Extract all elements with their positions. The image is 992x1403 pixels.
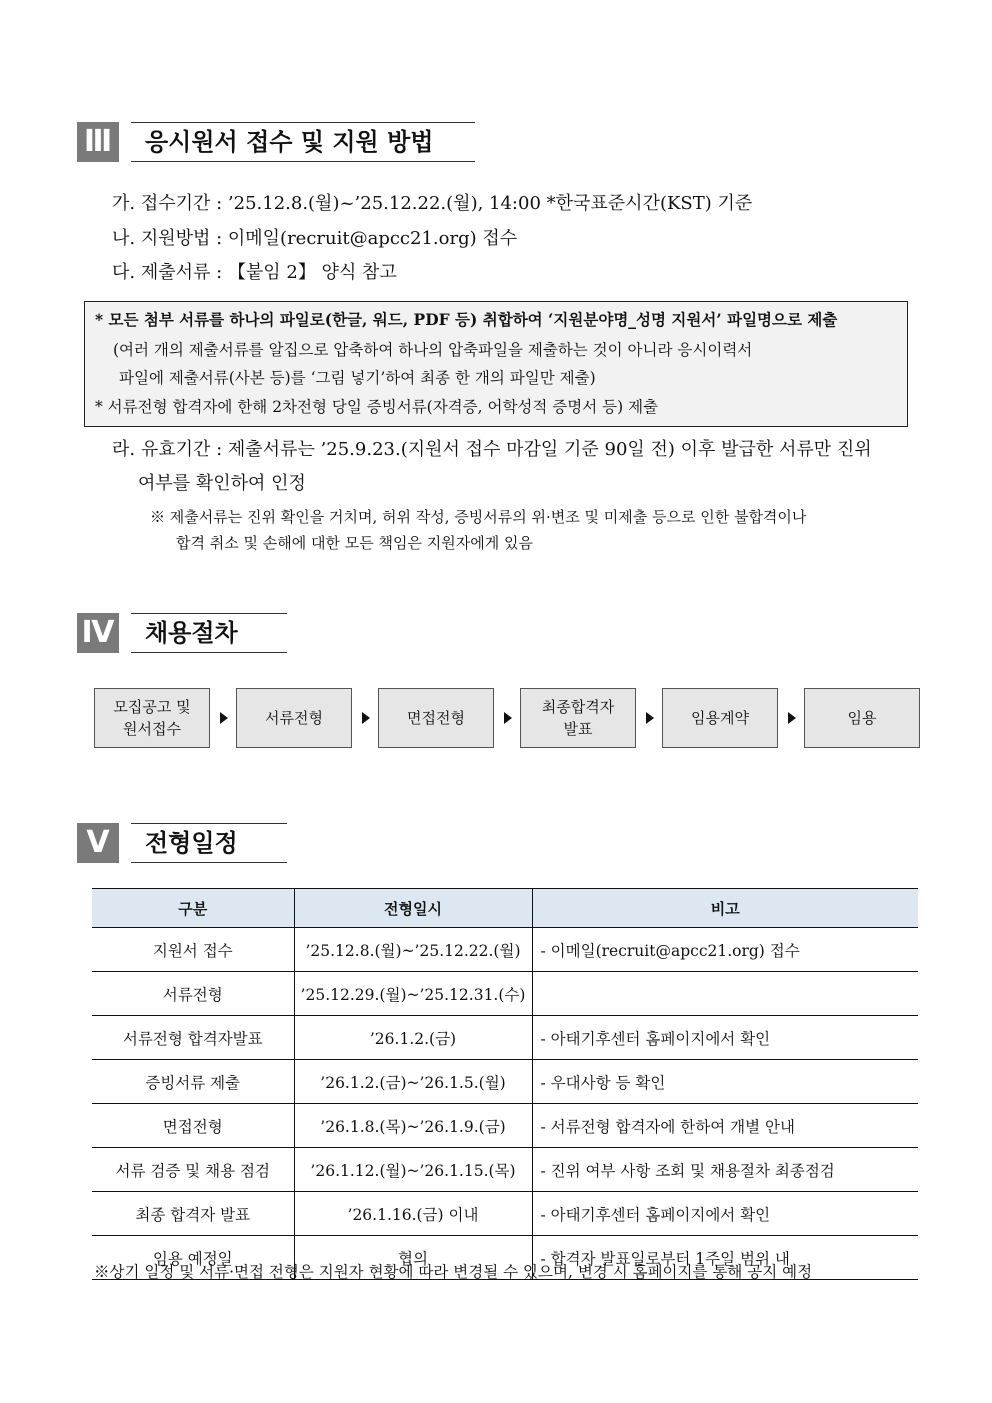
- col-header-remarks: 비고: [532, 889, 918, 928]
- cell-category: 임용 예정일: [92, 1236, 294, 1280]
- item-documents: 다. 제출서류 : 【붙임 2】 양식 참고: [112, 262, 397, 283]
- flow-step: 모집공고 및 원서접수: [94, 688, 210, 748]
- flow-step: 임용: [804, 688, 920, 748]
- table-header-row: [92, 889, 918, 928]
- cell-date: ’26.1.16.(금) 이내: [294, 1192, 532, 1236]
- section-number: Ⅲ: [77, 122, 119, 162]
- section-number: Ⅳ: [77, 613, 119, 653]
- col-header-date: 전형일시: [294, 889, 532, 928]
- arrow-right-icon: [646, 712, 654, 724]
- table-row: [92, 972, 918, 1016]
- item-application-method: 나. 지원방법 : 이메일(recruit@apcc21.org) 접수: [112, 228, 518, 249]
- flow-step: 임용계약: [662, 688, 778, 748]
- warning-note-cont: 합격 취소 및 손해에 대한 모든 책임은 지원자에게 있음: [176, 534, 533, 552]
- section-3-header: [77, 122, 477, 164]
- cell-category: 최종 합격자 발표: [92, 1192, 294, 1236]
- item-application-period: 가. 접수기간 : ’25.12.8.(월)~’25.12.22.(월), 14:00 *한국표준시간(KST) 기준: [112, 193, 753, 214]
- cell-category: 서류전형 합격자발표: [92, 1016, 294, 1060]
- section-title: 전형일정: [131, 823, 287, 863]
- section-5-header: [77, 823, 297, 865]
- cell-remarks: [532, 972, 918, 1016]
- notice-line: * 모든 첨부 서류를 하나의 파일로(한글, 워드, PDF 등) 취합하여 ‘지원분야명_성명 지원서’ 파일명으로 제출: [95, 310, 838, 329]
- warning-note: ※ 제출서류는 진위 확인을 거치며, 허위 작성, 증빙서류의 위·변조 및 미제출 등으로 인한 불합격이나: [150, 508, 807, 526]
- cell-remarks: - 서류전형 합격자에 한하여 개별 안내: [532, 1104, 918, 1148]
- cell-remarks: - 이메일(recruit@apcc21.org) 접수: [532, 928, 918, 972]
- item-validity-period-cont: 여부를 확인하여 인정: [138, 473, 306, 494]
- cell-remarks: - 합격자 발표일로부터 1주일 범위 내: [532, 1236, 918, 1280]
- table-row: [92, 1060, 918, 1104]
- notice-line: (여러 개의 제출서류를 알집으로 압축하여 하나의 압축파일을 제출하는 것이 아니라 응시이력서: [113, 341, 753, 359]
- section-title: 채용절차: [131, 613, 287, 653]
- table-row: [92, 928, 918, 972]
- cell-remarks: - 우대사항 등 확인: [532, 1060, 918, 1104]
- arrow-right-icon: [504, 712, 512, 724]
- cell-remarks: - 아태기후센터 홈페이지에서 확인: [532, 1192, 918, 1236]
- cell-category: 지원서 접수: [92, 928, 294, 972]
- arrow-right-icon: [788, 712, 796, 724]
- section-title: 응시원서 접수 및 지원 방법: [131, 122, 475, 162]
- cell-remarks: - 진위 여부 사항 조회 및 채용절차 최종점검: [532, 1148, 918, 1192]
- cell-date: ’25.12.8.(월)~’25.12.22.(월): [294, 928, 532, 972]
- section-number: Ⅴ: [77, 823, 119, 863]
- cell-remarks: - 아태기후센터 홈페이지에서 확인: [532, 1016, 918, 1060]
- col-header-category: 구분: [92, 889, 294, 928]
- table-row: [92, 1192, 918, 1236]
- notice-line: 파일에 제출서류(사본 등)를 ‘그림 넣기’하여 최종 한 개의 파일만 제출): [119, 369, 596, 387]
- cell-date: 협의: [294, 1236, 532, 1280]
- table-row: [92, 1104, 918, 1148]
- cell-date: ’26.1.8.(목)~’26.1.9.(금): [294, 1104, 532, 1148]
- cell-category: 서류전형: [92, 972, 294, 1016]
- section-4-header: [77, 613, 297, 655]
- flow-step: 최종합격자 발표: [520, 688, 636, 748]
- cell-category: 서류 검증 및 채용 점검: [92, 1148, 294, 1192]
- cell-category: 면접전형: [92, 1104, 294, 1148]
- schedule-footnote: ※상기 일정 및 서류·면접 전형은 지원자 현황에 따라 변경될 수 있으며, 변경 시 홈페이지를 통해 공지 예정: [94, 1263, 813, 1281]
- cell-date: ’26.1.2.(금): [294, 1016, 532, 1060]
- arrow-right-icon: [362, 712, 370, 724]
- cell-category: 증빙서류 제출: [92, 1060, 294, 1104]
- flow-step: 면접전형: [378, 688, 494, 748]
- cell-date: ’25.12.29.(월)~’25.12.31.(수): [294, 972, 532, 1016]
- arrow-right-icon: [220, 712, 228, 724]
- table-row: [92, 1148, 918, 1192]
- notice-line: * 서류전형 합격자에 한해 2차전형 당일 증빙서류(자격증, 어학성적 증명서 등) 제출: [95, 398, 659, 416]
- cell-date: ’26.1.12.(월)~’26.1.15.(목): [294, 1148, 532, 1192]
- cell-date: ’26.1.2.(금)~’26.1.5.(월): [294, 1060, 532, 1104]
- table-row: [92, 1016, 918, 1060]
- notice-box: [84, 301, 908, 427]
- flow-step: 서류전형: [236, 688, 352, 748]
- item-validity-period: 라. 유효기간 : 제출서류는 ’25.9.23.(지원서 접수 마감일 기준 90일 전) 이후 발급한 서류만 진위: [112, 439, 872, 460]
- schedule-table: [92, 888, 918, 1280]
